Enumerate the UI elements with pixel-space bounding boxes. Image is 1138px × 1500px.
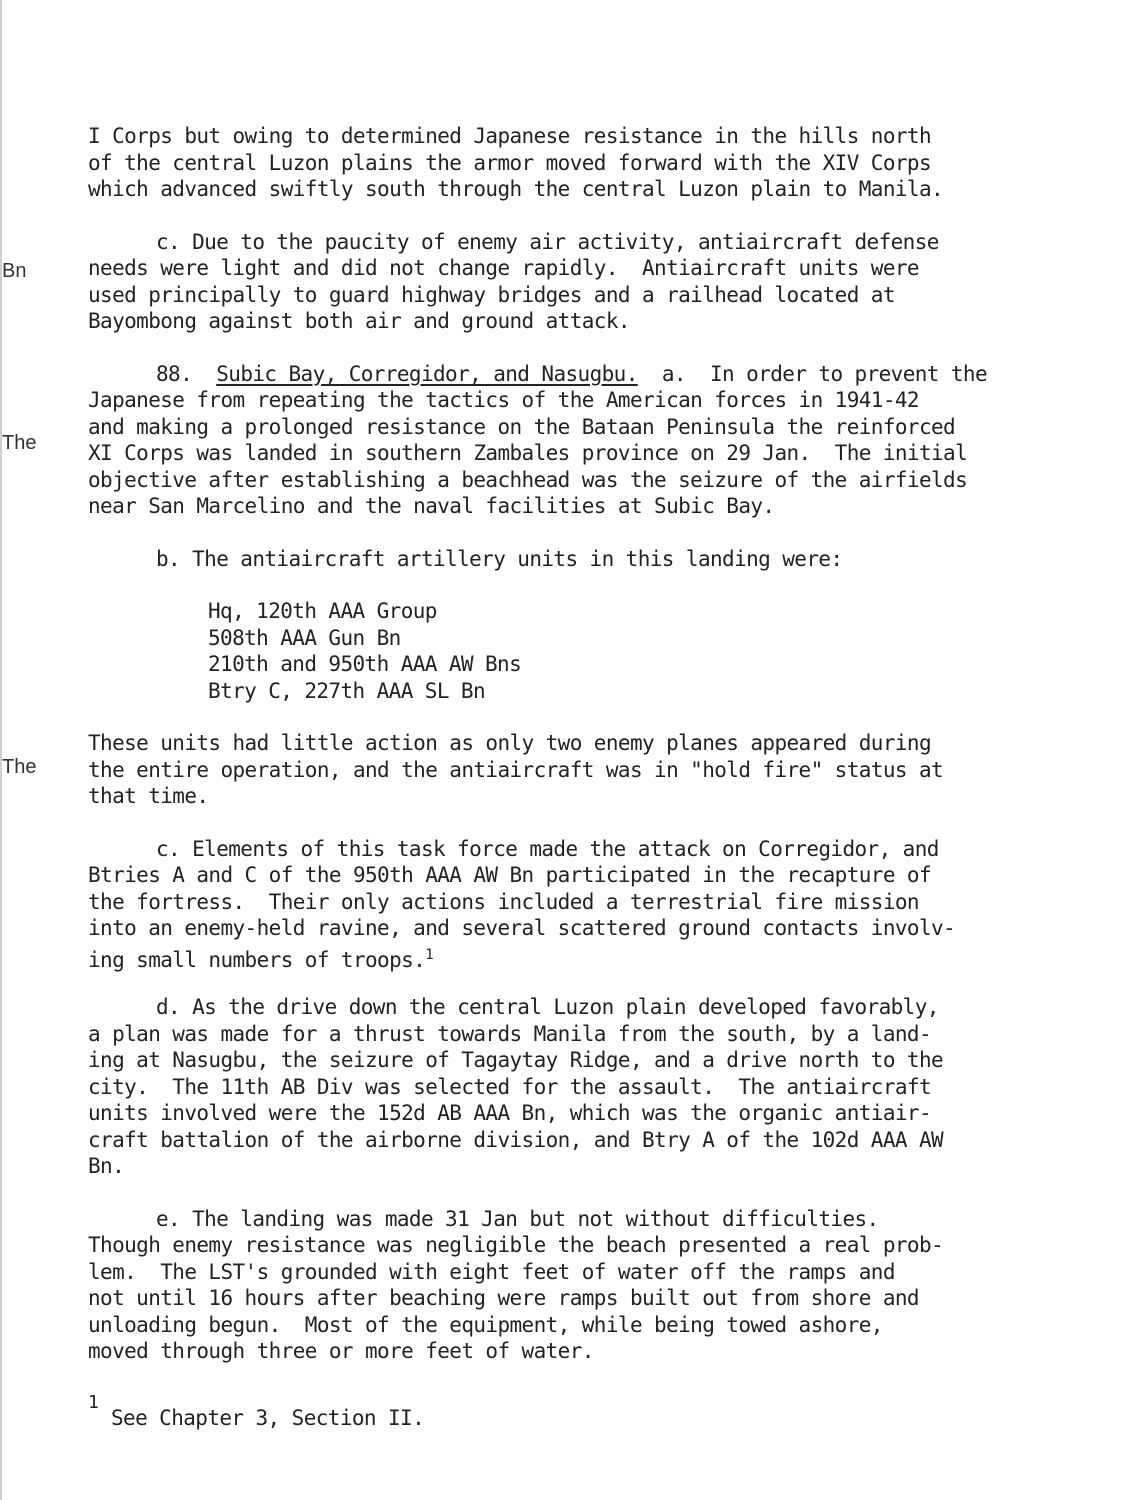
margin-note-bn: Bn [2,260,27,282]
text-line: Japanese from repeating the tactics of the American forces in 1941-42 [88,388,919,412]
paragraph-d-nasugbu [88,994,1063,1180]
footnote-mark: 1 [88,1392,99,1413]
text-line: lem. The LST's grounded with eight feet of water off the ramps and [88,1259,895,1284]
text-line: units involved were the 152d AB AAA Bn, which was the organic antiair- [88,1101,932,1125]
text-line: unloading begun. Most of the equipment, while being towed ashore, [88,1312,883,1337]
text-line: c. Elements of this task force made the attack on Corregidor, and [156,836,939,861]
text-line: ing at Nasugbu, the seizure of Tagaytay Ridge, and a drive north to the [88,1048,944,1072]
text-line: city. The 11th AB Div was selected for the assault. The antiaircraft [88,1074,932,1099]
section-number: 88. [156,361,193,386]
text-line: of the central Luzon plains the armor moved forward with the XIV Corps [88,150,932,175]
section-heading-line [88,361,1063,388]
footnote-reference: 1 [425,946,434,963]
paragraph-section-88 [88,361,1063,520]
text-line: and making a prolonged resistance on the Bataan Peninsula the reinforced [88,414,956,439]
margin-note-the-1: The [2,432,37,454]
text-line: needs were light and did not change rapidly. Antiaircraft units were [88,256,919,280]
paragraph-e-landing [88,1206,1063,1365]
text-line: Btries A and C of the 950th AAA AW Bn participated in the recapture of [88,863,932,887]
unit-list-item: 508th AAA Gun Bn [208,625,401,650]
text-line: d. As the drive down the central Luzon plain developed favorably, [156,995,939,1019]
text-line: moved through three or more feet of water. [88,1339,594,1363]
footnote-text: See Chapter 3, Section II. [111,1406,425,1430]
text-line: which advanced swiftly south through the central Luzon plain to Manila. [88,177,944,201]
text-line: that time. [88,784,209,808]
text-line: craft battalion of the airborne division, and Btry A of the 102d AAA AW [88,1127,944,1152]
text-line: near San Marcelino and the naval facilities at Subic Bay. [88,494,775,518]
section-first-line-rest: a. In order to prevent the [661,361,988,386]
text-line-with-footnote [88,942,1063,972]
text-line: not until 16 hours after beaching were ramps built out from shore and [88,1286,919,1310]
text-line: a plan was made for a thrust towards Manila from the south, by a land- [88,1021,932,1046]
text-line: XI Corps was landed in southern Zambales province on 29 Jan. The initial [88,441,968,465]
text-line: These units had little action as only two enemy planes appeared during [88,731,932,755]
text-line: I Corps but owing to determined Japanese resistance in the hills north [88,124,932,148]
text-line: used principally to guard highway bridges and a railhead located at [88,282,895,307]
paragraph-corps-advance [88,123,1063,203]
text-line: b. The antiaircraft artillery units in this landing were: [156,546,843,571]
text-line: Bayombong against both air and ground attack. [88,309,630,333]
left-border-line [0,0,2,1500]
text-line: c. Due to the paucity of enemy air activity, antiaircraft defense [156,229,939,254]
text-line: ing small numbers of troops. [88,947,426,972]
unit-list-item: Btry C, 227th AAA SL Bn [208,678,485,703]
text-line: objective after establishing a beachhead was the seizure of the airfields [88,467,968,492]
text-line: Bn. [88,1154,125,1178]
text-line: into an enemy-held ravine, and several scattered ground contacts involv- [88,916,956,940]
paragraph-little-action [88,730,1063,810]
document-body [88,123,1063,1391]
text-line: Though enemy resistance was negligible the beach presented a real prob- [88,1233,944,1257]
unit-list-item: 210th and 950th AAA AW Bns [208,652,522,676]
text-line: e. The landing was made 31 Jan but not without difficulties. [156,1206,879,1231]
margin-note-the-2: The [2,756,37,778]
unit-list-item: Hq, 120th AAA Group [208,599,437,623]
section-title: Subic Bay, Corregidor, and Nasugbu. [216,361,638,386]
text-line: the entire operation, and the antiaircraft was in "hold fire" status at [88,757,944,782]
text-line: the fortress. Their only actions included a terrestrial fire mission [88,889,919,914]
paragraph-c-corregidor [88,836,1063,972]
unit-list [88,598,1063,704]
paragraph-b-units-intro [88,546,1063,573]
paragraph-antiaircraft-needs [88,229,1063,335]
